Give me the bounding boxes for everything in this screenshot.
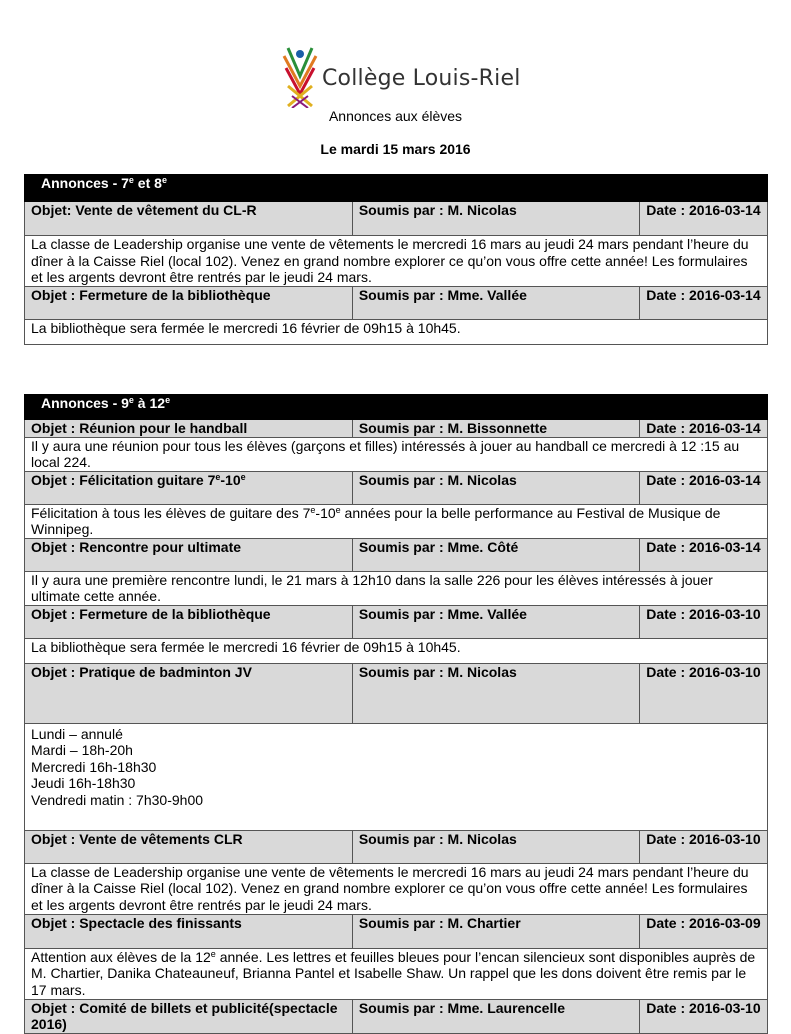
announcement-header-row [25,471,768,504]
announcement-subject: Objet : Rencontre pour ultimate [25,538,353,571]
announcement-date: Date : 2016-03-10 [640,663,768,723]
announcement-date: Date : 2016-03-14 [640,420,768,438]
announcement-body-line: Mardi – 18h-20h [31,742,133,758]
announcement-subject: Objet : Comité de billets et publicité(spectacle 2016) [25,999,353,1033]
announcement-body-row [25,504,768,538]
section-title: Annonces - 9e à 12e [25,395,768,420]
announcement-body: La bibliothèque sera fermée le mercredi 16 février de 09h15 à 10h45. [25,638,768,663]
announcement-header-row [25,420,768,438]
announcement-body: La classe de Leadership organise une vente de vêtements le mercredi 16 mars au jeudi 24 mars pendant l’heure du dîner à la Caisse Riel (local 102). Venez en grand nombre explorer ce qu’on vous offre cette année! Les formulaires et les argents devront être rentrés par le jeudi 24 mars. [25,863,768,914]
announcement-body: Il y aura une réunion pour tous les élèves (garçons et filles) intéressés à jouer au handball ce mercredi à 12 :15 au local 224. [25,437,768,471]
announcement-body-row [25,236,768,287]
announcement-header-row [25,538,768,571]
announcement-subject: Objet : Réunion pour le handball [25,420,353,438]
announcement-header-row [25,914,768,948]
announcement-body: Il y aura une première rencontre lundi, le 21 mars à 12h10 dans la salle 226 pour les élèves intéressés à jouer ultimate cette année. [25,571,768,605]
announcement-body-line: Mercredi 16h-18h30 [31,758,157,775]
announcement-subject: Objet : Vente de vêtements CLR [25,830,353,863]
announcement-header-row [25,830,768,863]
announcement-body: Félicitation à tous les élèves de guitare des 7e-10e années pour la belle performance au Festival de Musique de Winnipeg. [25,504,768,538]
announcement-subject: Objet : Félicitation guitare 7e-10e [25,471,353,504]
announcement-subject: Objet: Vente de vêtement du CL-R [25,202,353,236]
announcement-subject: Objet : Fermeture de la bibliothèque [25,605,353,638]
announcement-subject: Objet : Spectacle des finissants [25,914,353,948]
college-logo [282,46,521,108]
announcement-body: La bibliothèque sera fermée le mercredi 16 février de 09h15 à 10h45. [25,320,768,345]
announcement-body: Attention aux élèves de la 12e année. Les lettres et feuilles bleues pour l’encan silencieux sont disponibles auprès de M. Chartier, Danika Chateauneuf, Brianna Pantel et Isabelle Shaw. Un rappel que les dons doivent être remis par le 17 mars. [25,948,768,999]
announcement-date: Date : 2016-03-14 [640,471,768,504]
announcement-body [25,723,768,830]
announcement-author: Soumis par : M. Nicolas [352,663,639,723]
logo-text: Collège Louis-Riel [322,66,521,91]
announcement-body-row [25,723,768,830]
announcement-body-row [25,863,768,914]
announcement-header-row [25,202,768,236]
section-title: Annonces - 7e et 8e [25,175,768,202]
announcement-author: Soumis par : Mme. Côté [352,538,639,571]
announcement-subject: Objet : Fermeture de la bibliothèque [25,287,353,320]
announcement-author: Soumis par : M. Nicolas [352,202,639,236]
page-date: Le mardi 15 mars 2016 [320,141,471,157]
announcement-subject: Objet : Pratique de badminton JV [25,663,353,723]
announcement-body-line: Lundi – annulé [31,725,123,742]
announcement-author: Soumis par : M. Bissonnette [352,420,639,438]
announcement-body-row [25,571,768,605]
announcement-date: Date : 2016-03-10 [640,605,768,638]
announcements-table-7-8 [24,174,768,345]
announcement-date: Date : 2016-03-10 [640,999,768,1033]
announcement-header-row [25,287,768,320]
announcement-author: Soumis par : M. Chartier [352,914,639,948]
announcement-header-row [25,999,768,1033]
announcement-date: Date : 2016-03-14 [640,202,768,236]
announcement-author: Soumis par : Mme. Vallée [352,287,639,320]
announcement-date: Date : 2016-03-14 [640,287,768,320]
announcement-body-row [25,437,768,471]
college-emblem-icon [282,46,318,108]
announcement-body: La classe de Leadership organise une vente de vêtements le mercredi 16 mars au jeudi 24 mars pendant l’heure du dîner à la Caisse Riel (local 102). Venez en grand nombre explorer ce qu’on vous offre cette année! Les formulaires et les argents devront être rentrés par le jeudi 24 mars. [25,236,768,287]
announcement-author: Soumis par : M. Nicolas [352,471,639,504]
announcement-author: Soumis par : M. Nicolas [352,830,639,863]
announcement-body-line: Jeudi 16h-18h30 [31,775,136,791]
page-subtitle: Annonces aux élèves [328,108,463,124]
announcement-author: Soumis par : Mme. Vallée [352,605,639,638]
announcement-body-row [25,948,768,999]
announcement-author: Soumis par : Mme. Laurencelle [352,999,639,1033]
announcement-header-row [25,663,768,723]
announcement-date: Date : 2016-03-14 [640,538,768,571]
announcement-date: Date : 2016-03-09 [640,914,768,948]
announcement-body-line: Vendredi matin : 7h30-9h00 [31,791,204,808]
announcement-date: Date : 2016-03-10 [640,830,768,863]
announcement-body-row [25,320,768,345]
announcement-header-row [25,605,768,638]
announcements-table-9-12 [24,394,768,1034]
announcement-body-row [25,638,768,663]
